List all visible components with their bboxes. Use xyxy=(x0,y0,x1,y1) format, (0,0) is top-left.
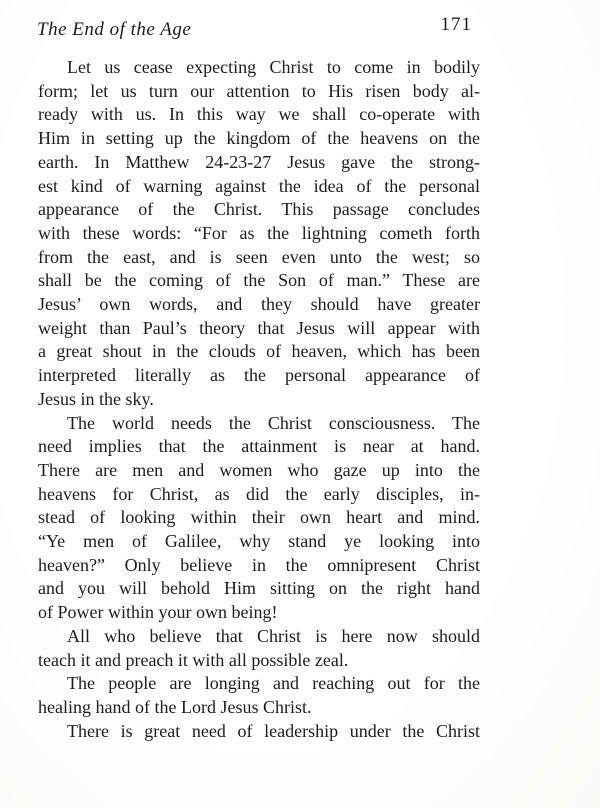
running-header-title: The End of the Age xyxy=(37,19,192,40)
text-line: stead of looking within their own heart and mind. xyxy=(38,507,480,528)
text-line: Jesus’ own words, and they should have greater xyxy=(38,294,480,315)
text-line: healing hand of the Lord Jesus Christ. xyxy=(38,696,312,717)
text-line: form; let us turn our attention to His risen body al- xyxy=(38,80,480,101)
text-line: shall be the coming of the Son of man.” These are xyxy=(38,270,480,291)
text-line: “Ye men of Galilee, why stand ye looking into xyxy=(38,531,480,552)
text-line: heavens for Christ, as did the early disciples, in- xyxy=(38,483,480,504)
text-line: a great shout in the clouds of heaven, which has been xyxy=(38,341,480,362)
text-line: need implies that the attainment is near at hand. xyxy=(38,436,480,457)
text-line: weight than Paul’s theory that Jesus will appear with xyxy=(38,317,480,338)
text-line: The world needs the Christ consciousness. The xyxy=(67,412,480,433)
text-line: There is great need of leadership under the Christ xyxy=(67,720,480,741)
text-line: earth. In Matthew 24-23-27 Jesus gave the strong- xyxy=(38,151,480,172)
text-line: Jesus in the sky. xyxy=(38,388,154,409)
text-line: interpreted literally as the personal appearance of xyxy=(38,365,480,386)
page-body xyxy=(38,56,480,743)
text-line: est kind of warning against the idea of the personal xyxy=(38,175,480,196)
text-line: of Power within your own being! xyxy=(38,602,278,623)
text-line: Let us cease expecting Christ to come in bodily xyxy=(67,57,480,77)
text-line: All who believe that Christ is here now should xyxy=(67,625,480,646)
text-line: ready with us. In this way we shall co-operate with xyxy=(38,104,480,125)
text-line: Him in setting up the kingdom of the heavens on the xyxy=(38,128,480,149)
text-line: teach it and preach it with all possible zeal. xyxy=(38,649,349,670)
text-line: with these words: “For as the lightning cometh forth xyxy=(38,222,480,243)
text-line: The people are longing and reaching out for the xyxy=(67,673,480,694)
text-line: from the east, and is seen even unto the west; so xyxy=(38,246,480,267)
page-number: 171 xyxy=(440,14,472,35)
text-line: and you will behold Him sitting on the right hand xyxy=(38,578,480,599)
text-line: appearance of the Christ. This passage concludes xyxy=(38,199,480,220)
text-line: heaven?” Only believe in the omnipresent Christ xyxy=(38,554,480,575)
running-header xyxy=(37,14,477,40)
text-line: There are men and women who gaze up into the xyxy=(38,459,480,480)
